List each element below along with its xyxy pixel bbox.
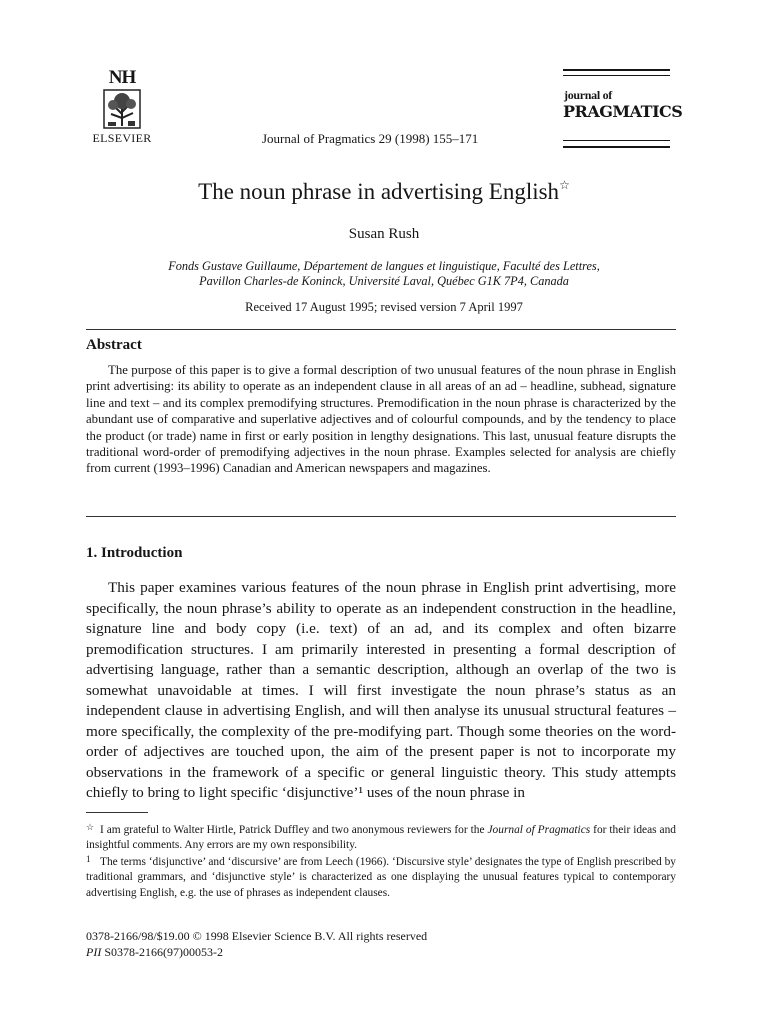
received-date: Received 17 August 1995; revised version 7 April 1997 xyxy=(245,300,523,314)
footnote-1 xyxy=(86,852,676,901)
journal-logo-top: journal of xyxy=(564,88,613,102)
abstract-top-rule xyxy=(86,329,676,330)
abstract-text: The purpose of this paper is to give a formal description of two unusual features of the noun phrase in English print advertising: its ability to operate as an independent clause in all areas of an ad – headline, subhead, signature line and text – and its complex premodifying structures. Premodification in the noun phrase is characterized by the abundant use of comparative and superlative adjectives and of colourful compounds, and by the tendency to place the product (or trade) name in first or early position in lengthy designations. This last, unusual feature disrupts the traditional word-order of premodifying adjectives in the noun phrase. Examples selected for analysis are chiefly from current (1993–1996) Canadian and American newspapers and magazines. xyxy=(86,363,676,476)
footnote-star-mark: ☆ xyxy=(86,822,95,832)
footnote-1-text: The terms ‘disjunctive’ and ‘discursive’ are from Leech (1966). ‘Discursive style’ designates the type of English prescribed by traditional grammars, and ‘disjunctive style’ is characterized as one displaying the unusual features typical to contemporary advertising English, e.g. the use of phrases as independent clauses. xyxy=(86,856,676,899)
journal-logo-rule xyxy=(563,146,670,148)
author-name: Susan Rush xyxy=(348,226,420,242)
journal-citation: Journal of Pragmatics 29 (1998) 155–171 xyxy=(262,131,479,146)
elsevier-tree-icon xyxy=(102,88,142,130)
footnote-star xyxy=(86,820,676,854)
introduction-heading: 1. Introduction xyxy=(86,545,183,561)
abstract-heading: Abstract xyxy=(86,337,142,353)
affiliation-line-1: Fonds Gustave Guillaume, Département de langues et linguistique, Faculté des Lettres, xyxy=(168,259,600,273)
nh-logo: NH xyxy=(108,67,136,88)
title-footnote-mark: ☆ xyxy=(559,178,570,192)
footnote-1-mark: 1 xyxy=(86,854,91,864)
pii-value: S0378-2166(97)00053-2 xyxy=(104,945,223,959)
copyright-line: 0378-2166/98/$19.00 © 1998 Elsevier Science B.V. All rights reserved xyxy=(86,929,428,943)
abstract-bottom-rule xyxy=(86,516,676,517)
article-title-text: The noun phrase in advertising English xyxy=(198,179,560,204)
journal-logo-bottom: PRAGMATICS xyxy=(563,102,683,121)
publisher-name: ELSEVIER xyxy=(92,131,152,145)
introduction-text: This paper examines various features of the noun phrase in English print advertising, more specifically, the noun phrase’s ability to operate as an independent construction in the headline, signature line and body copy (i.e. text) of an ad, and its complex and often bizarre premodification structures. I am primarily interested in presenting a formal description of advertising language, rather than a semantic description, although an overlap of the two is somewhat unavoidable at times. I will first investigate the noun phrase’s status as an independent clause in advertising English, and will then analyse its unusual structural features – more specifically, the complexity of the pre-modifying part. Though some theories on the word-order of adjectives are touched upon, the aim of the present paper is not to incorporate my observations in the framework of a specific or general linguistic theory. This study attempts chiefly to bring to light specific ‘disjunctive’¹ uses of the noun phrase in xyxy=(86,579,676,801)
article-title xyxy=(0,178,768,205)
journal-logo-rule xyxy=(563,75,670,76)
footnote-rule xyxy=(86,812,148,813)
footnote-star-text-a: I am grateful to Walter Hirtle, Patrick Duffley and two anonymous reviewers for the xyxy=(100,824,485,836)
footnote-star-text-b: for their ideas and insightful comments. Any errors are my own responsibility. xyxy=(86,824,676,852)
affiliation-line-2: Pavillon Charles-de Koninck, Université Laval, Québec G1K 7P4, Canada xyxy=(199,274,569,288)
journal-logo-rule xyxy=(563,140,670,141)
pii-label: PII xyxy=(86,945,102,959)
footnote-journal-name: Journal of Pragmatics xyxy=(487,824,591,836)
pii-line xyxy=(86,945,223,960)
journal-logo-rule xyxy=(563,69,670,71)
